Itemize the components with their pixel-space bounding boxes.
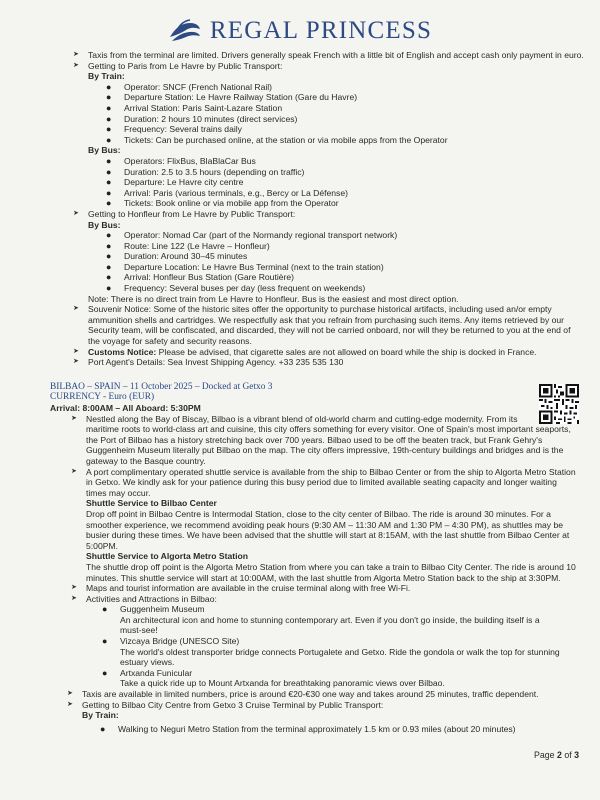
list-item: ● Frequency: Several buses per day (less frequent on weekends) xyxy=(106,283,366,294)
bullet-icon: ● xyxy=(102,604,108,615)
arrow-bullet-icon: ➤ xyxy=(71,594,77,602)
subheading: Shuttle Service to Bilbao Center xyxy=(86,498,217,509)
bullet-icon: ● xyxy=(106,230,112,241)
arrow-bullet-icon: ➤ xyxy=(73,305,79,313)
list-item: ● Departure: Le Havre city centre xyxy=(106,177,244,188)
bullet-icon: ● xyxy=(106,113,112,124)
list-item: ● Walking to Neguri Metro Station from the terminal approximately 1.5 km or 0.93 miles (about 20 minutes) xyxy=(100,723,516,734)
qr-code-icon xyxy=(539,384,579,424)
list-item: ➤ Getting to Bilbao City Centre from Getxo 3 Cruise Terminal by Public Transport: xyxy=(67,699,384,710)
seawitch-logo-icon xyxy=(168,17,202,45)
bullet-icon: ● xyxy=(106,177,112,188)
arrow-bullet-icon: ➤ xyxy=(73,51,79,58)
list-item: ● Operator: SNCF (French National Rail) xyxy=(106,81,273,92)
list-item: ● Duration: Around 30–45 minutes xyxy=(106,251,248,262)
arrow-bullet-icon: ➤ xyxy=(73,209,79,217)
subheading: By Train: xyxy=(82,710,119,721)
attractions-list: ● Guggenheim Museum An architectural icon and home to stunning contemporary art. Even if you don't go inside, the building itself is a must-see! ● Vizcaya Bridge (UNESCO Site) The world's oldest transporter bridge connects Portugalete and Getxo. Ride the gondola or walk the top for stunning estuary views. ● Artxanda Funicular Take a quick ride up to Mount Artxanda for breathtaking panoramic views over Bilbao. xyxy=(0,604,600,689)
subheading: By Train: xyxy=(88,71,125,82)
section-title: BILBAO – SPAIN – 11 October 2025 – Docked at Getxo 3 xyxy=(50,381,273,392)
list-item: ● Duration: 2.5 to 3.5 hours (depending on traffic) xyxy=(106,166,305,177)
honfleur-list xyxy=(0,230,600,294)
list-item: ● Arrival Station: Paris Saint-Lazare Station xyxy=(106,102,283,113)
list-item: ➤ Taxis are available in limited numbers, price is around €20-€30 one way and takes around 25 minutes, traffic dependent. xyxy=(67,689,539,700)
list-item: ● Tickets: Can be purchased online, at the station or via mobile apps from the Operator xyxy=(106,134,448,145)
bullet-icon: ● xyxy=(106,283,112,294)
list-item: ● Operator: Nomad Car (part of the Normandy regional transport network) xyxy=(106,230,398,241)
arrow-bullet-icon: ➤ xyxy=(71,584,77,592)
bullet-icon: ● xyxy=(102,636,108,647)
arrow-bullet-icon: ➤ xyxy=(67,690,73,698)
subheading: By Bus: xyxy=(88,145,121,156)
arrow-bullet-icon: ➤ xyxy=(71,414,77,422)
bullet-icon: ● xyxy=(106,92,112,103)
list-item: ● Frequency: Several trains daily xyxy=(106,124,242,135)
list-item: ● Route: Line 122 (Le Havre – Honfleur) xyxy=(106,240,270,251)
brand-name: REGAL PRINCESS xyxy=(209,17,433,44)
bullet-icon: ● xyxy=(106,240,112,251)
list-item: ➤ Getting to Honfleur from Le Havre by Public Transport: xyxy=(73,208,296,219)
page-number: Page 2 of 3 xyxy=(534,750,580,760)
souvenir-notice: ➤ Souvenir Notice: Some of the historic sites offer the opportunity to purchase historical artifacts, including used an/or empty ammunition shells and cartridges. We respectfully ask that you refrain from purchasing such items. Any items retrieved by our Security team, will be confiscated, and discarded, they will not be carried onboard, nor will they be returned to you at the end of the voyage for safety and security reasons. xyxy=(73,304,571,347)
bullet-icon: ● xyxy=(106,134,112,145)
arrow-bullet-icon: ➤ xyxy=(73,358,79,366)
bullet-icon: ● xyxy=(106,166,112,177)
bullet-icon: ● xyxy=(106,155,112,166)
list-item: ● Departure Location: Le Havre Bus Terminal (next to the train station) xyxy=(106,261,384,272)
subheading: By Bus: xyxy=(88,219,121,230)
header xyxy=(0,14,600,48)
shuttle-info: ➤ A port complimentary operated shuttle service is available from the ship to Bilbao Center or from the ship to Algorta Metro Station in Getxo. We kindly ask for your patience during this busy period due to limited available seating capacity and longer waiting times may occur. xyxy=(71,466,576,498)
customs-notice: ➤ Customs Notice: Please be advised, that cigarette sales are not allowed on board while the ship is docked in France. xyxy=(73,346,537,357)
shuttle-bilbao-text: Drop off point in Bilbao Centre is Intermodal Station, close to the city center of Bilbao. The ride is around 30 minutes. For a smoother experience, we recommend avoiding peak hours (9:30 AM – 11:30 AM and 1:30 PM – 4:30 PM), as shuttles may be busier during these times. We have been advised that the shuttle will start at 8:15AM, with the last shuttle from Bilbao Center at 5:00PM. xyxy=(86,508,570,551)
bullet-icon: ● xyxy=(106,81,112,92)
arrival-times: Arrival: 8:00AM – All Aboard: 5:30PM xyxy=(50,403,201,413)
list-item: ● Guggenheim Museum xyxy=(102,604,205,615)
arrow-bullet-icon: ➤ xyxy=(67,700,73,708)
bus-list xyxy=(0,156,600,209)
list-item: ● Arrival: Paris (various terminals, e.g., Bercy or La Défense) xyxy=(106,187,348,198)
port-agent: ➤ Port Agent's Details: Sea Invest Shipping Agency. +33 235 535 130 xyxy=(73,357,344,368)
bullet-icon: ● xyxy=(106,272,112,283)
bullet-icon: ● xyxy=(106,198,112,209)
bullet-icon: ● xyxy=(106,102,112,113)
bullet-icon: ● xyxy=(106,251,112,262)
arrow-bullet-icon: ➤ xyxy=(71,467,77,475)
bilbao-intro: ➤ Nestled along the Bay of Biscay, Bilbao is a vibrant blend of old-world charm and cutting-edge modernity. From its maritime roots to world-class art and cuisine, this city offers something for every visitor. One of Spain's most important seaports, the Port of Bilbao has a history stretching back over 700 years. Bilbao used to be off the beaten track, but Frank Gehry's Guggenheim Museum literally put Bilbao on the map. The city offers impressive, 19th-century buildings and bridges and is the gateway to the Basque country. xyxy=(71,413,571,466)
note: Note: There is no direct train from Le Havre to Honfleur. Bus is the easiest and most direct option. xyxy=(88,293,459,304)
arrow-bullet-icon: ➤ xyxy=(73,347,79,355)
list-item: ● Vizcaya Bridge (UNESCO Site) xyxy=(102,636,240,647)
subheading: Shuttle Service to Algorta Metro Station xyxy=(86,551,249,562)
list-item: ➤ Maps and tourist information are available in the cruise terminal along with free Wi-Fi. xyxy=(71,583,411,594)
list-item: ● Operators: FlixBus, BlaBlaCar Bus xyxy=(106,155,256,166)
list-item: ● Artxanda Funicular xyxy=(102,667,193,678)
bullet-icon: ● xyxy=(106,187,112,198)
list-item: ● Tickets: Book online or via mobile app from the Operator xyxy=(106,198,339,209)
list-item: ➤ Activities and Attractions in Bilbao: xyxy=(71,593,217,604)
bullet-icon: ● xyxy=(106,124,112,135)
train-list xyxy=(0,82,600,146)
bullet-icon: ● xyxy=(100,723,106,734)
arrow-bullet-icon: ➤ xyxy=(73,61,79,69)
bullet-icon: ● xyxy=(106,261,112,272)
page-content xyxy=(0,50,600,734)
list-item: ● Arrival: Honfleur Bus Station (Gare Routière) xyxy=(106,272,295,283)
list-item: ➤ Getting to Paris from Le Havre by Public Transport: xyxy=(73,60,283,71)
currency: CURRENCY - Euro (EUR) xyxy=(50,392,155,403)
shuttle-algorta-text: The shuttle drop off point is the Algorta Metro Station from where you can take a train to Bilbao City Center. The ride is around 10 minutes. This shuttle service will start at 10:00AM, with the last shuttle from Algorta Metro Station back to the ship at 3:30PM. xyxy=(86,561,576,583)
list-item: ● Duration: 2 hours 10 minutes (direct services) xyxy=(106,113,298,124)
list-item: ➤ Taxis from the terminal are limited. Drivers generally speak French with a little bit of English and accept cash only payment in euro. xyxy=(73,50,584,60)
list-item: ● Departure Station: Le Havre Railway Station (Gare du Havre) xyxy=(106,92,358,103)
bullet-icon: ● xyxy=(102,667,108,678)
